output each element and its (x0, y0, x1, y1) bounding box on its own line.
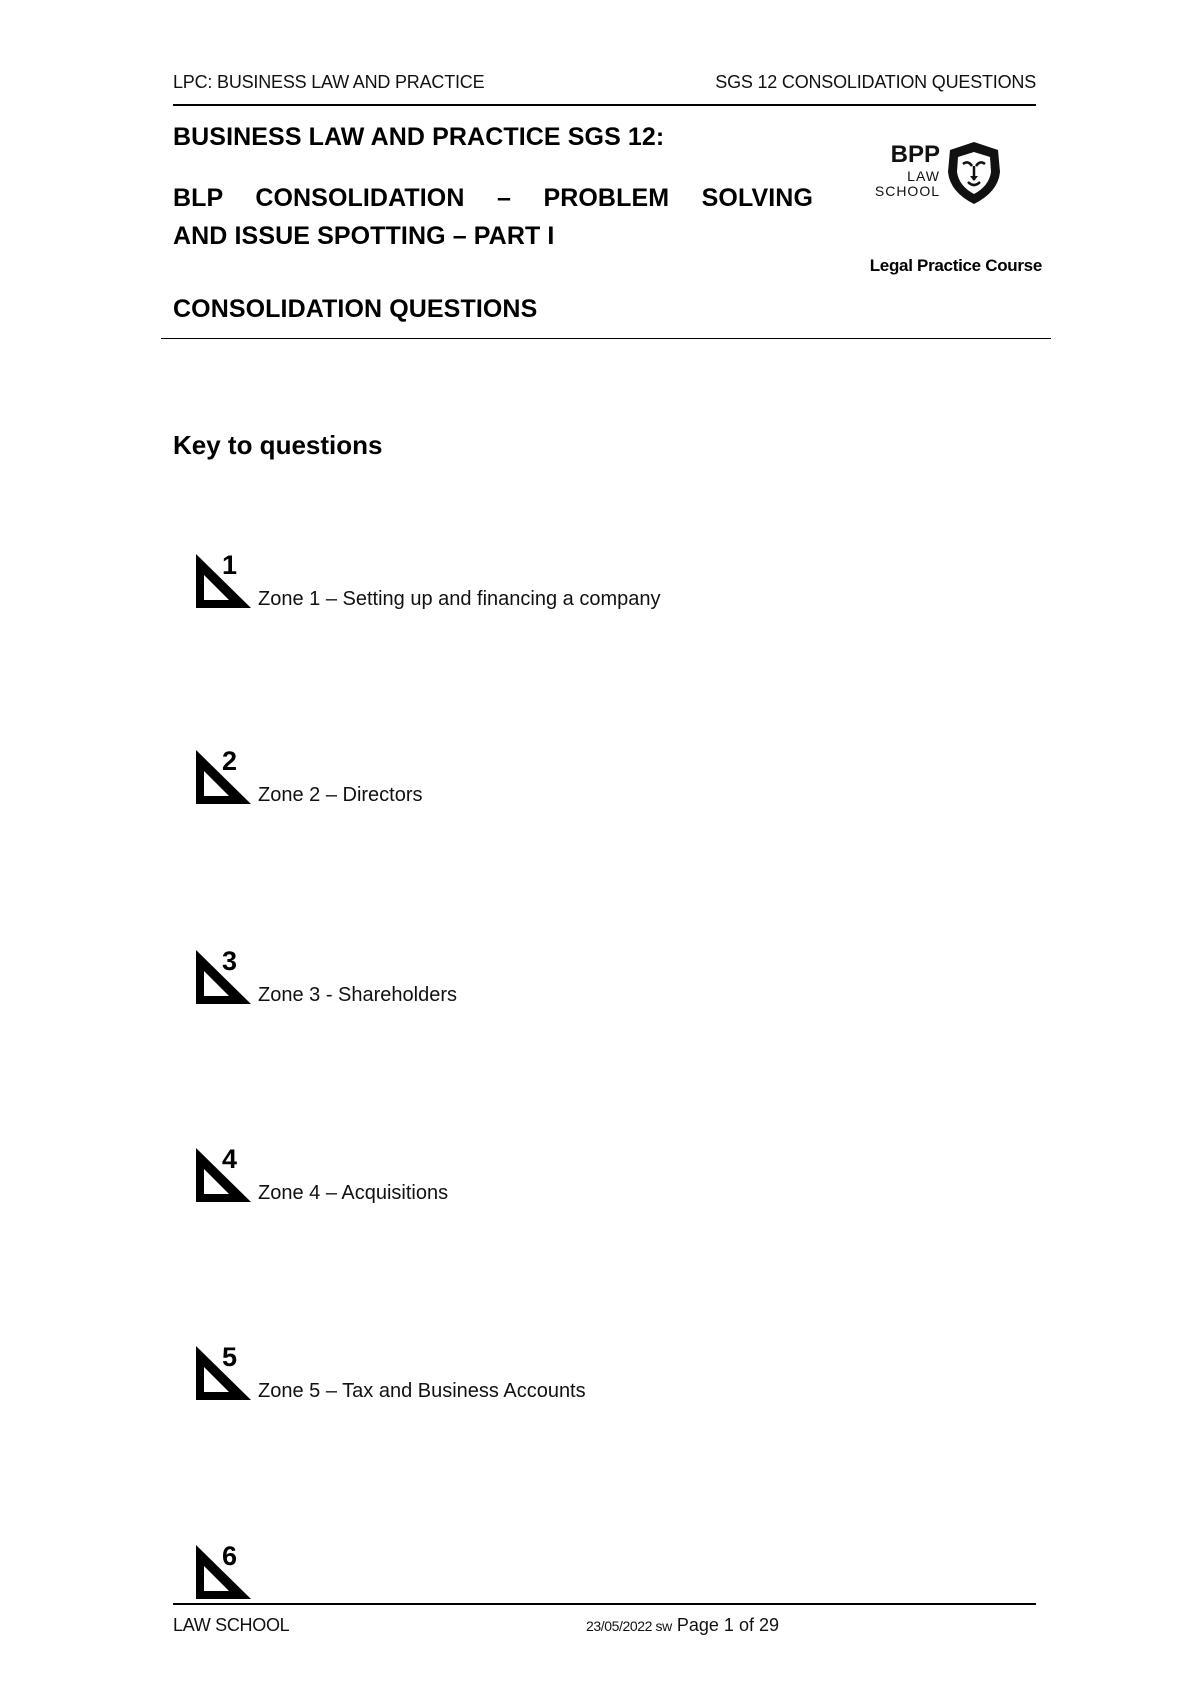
footer-page-number: Page 1 of 29 (676, 1615, 779, 1635)
svg-text:1: 1 (222, 550, 238, 580)
zone-4-set-square-icon (193, 1144, 255, 1206)
title-rule (161, 338, 1051, 339)
zone-1-label: Zone 1 – Setting up and financing a company (258, 588, 661, 610)
running-header-right: SGS 12 CONSOLIDATION QUESTIONS (715, 72, 1036, 92)
footer-right (586, 1615, 779, 1636)
svg-text:4: 4 (222, 1144, 238, 1174)
document-subtitle: CONSOLIDATION QUESTIONS (173, 295, 538, 323)
footer-left: LAW SCHOOL (173, 1615, 290, 1635)
key-heading: Key to questions (173, 430, 383, 460)
zone-5-label: Zone 5 – Tax and Business Accounts (258, 1380, 586, 1402)
document-title-line-3: AND ISSUE SPOTTING – PART I (173, 222, 555, 250)
logo-law-text: LAW (907, 168, 940, 184)
bpp-law-school-logo (862, 138, 1008, 210)
zone-6-set-square-icon (193, 1541, 255, 1603)
svg-text:5: 5 (222, 1342, 238, 1372)
footer-date-code: 23/05/2022 sw (586, 1618, 672, 1634)
zone-2-label: Zone 2 – Directors (258, 784, 423, 806)
course-label: Legal Practice Course (869, 256, 1042, 275)
zone-3-set-square-icon (193, 946, 255, 1008)
logo-brand-text: BPP (890, 141, 940, 168)
header-rule (173, 104, 1036, 106)
zone-5-set-square-icon (193, 1342, 255, 1404)
zone-4-label: Zone 4 – Acquisitions (258, 1182, 449, 1204)
zone-3-label: Zone 3 - Shareholders (258, 984, 458, 1006)
document-title-line-1: BUSINESS LAW AND PRACTICE SGS 12: (173, 123, 665, 151)
svg-text:6: 6 (222, 1541, 238, 1571)
footer-rule (173, 1603, 1036, 1605)
svg-text:2: 2 (222, 746, 238, 776)
svg-text:3: 3 (222, 946, 238, 976)
logo-school-text: SCHOOL (874, 183, 940, 199)
running-header-left: LPC: BUSINESS LAW AND PRACTICE (173, 72, 485, 92)
lion-head-icon (948, 142, 1000, 204)
zone-2-set-square-icon (193, 746, 255, 808)
zone-1-set-square-icon (193, 550, 255, 612)
document-title-line-2: BLP CONSOLIDATION – PROBLEM SOLVING (173, 184, 813, 212)
